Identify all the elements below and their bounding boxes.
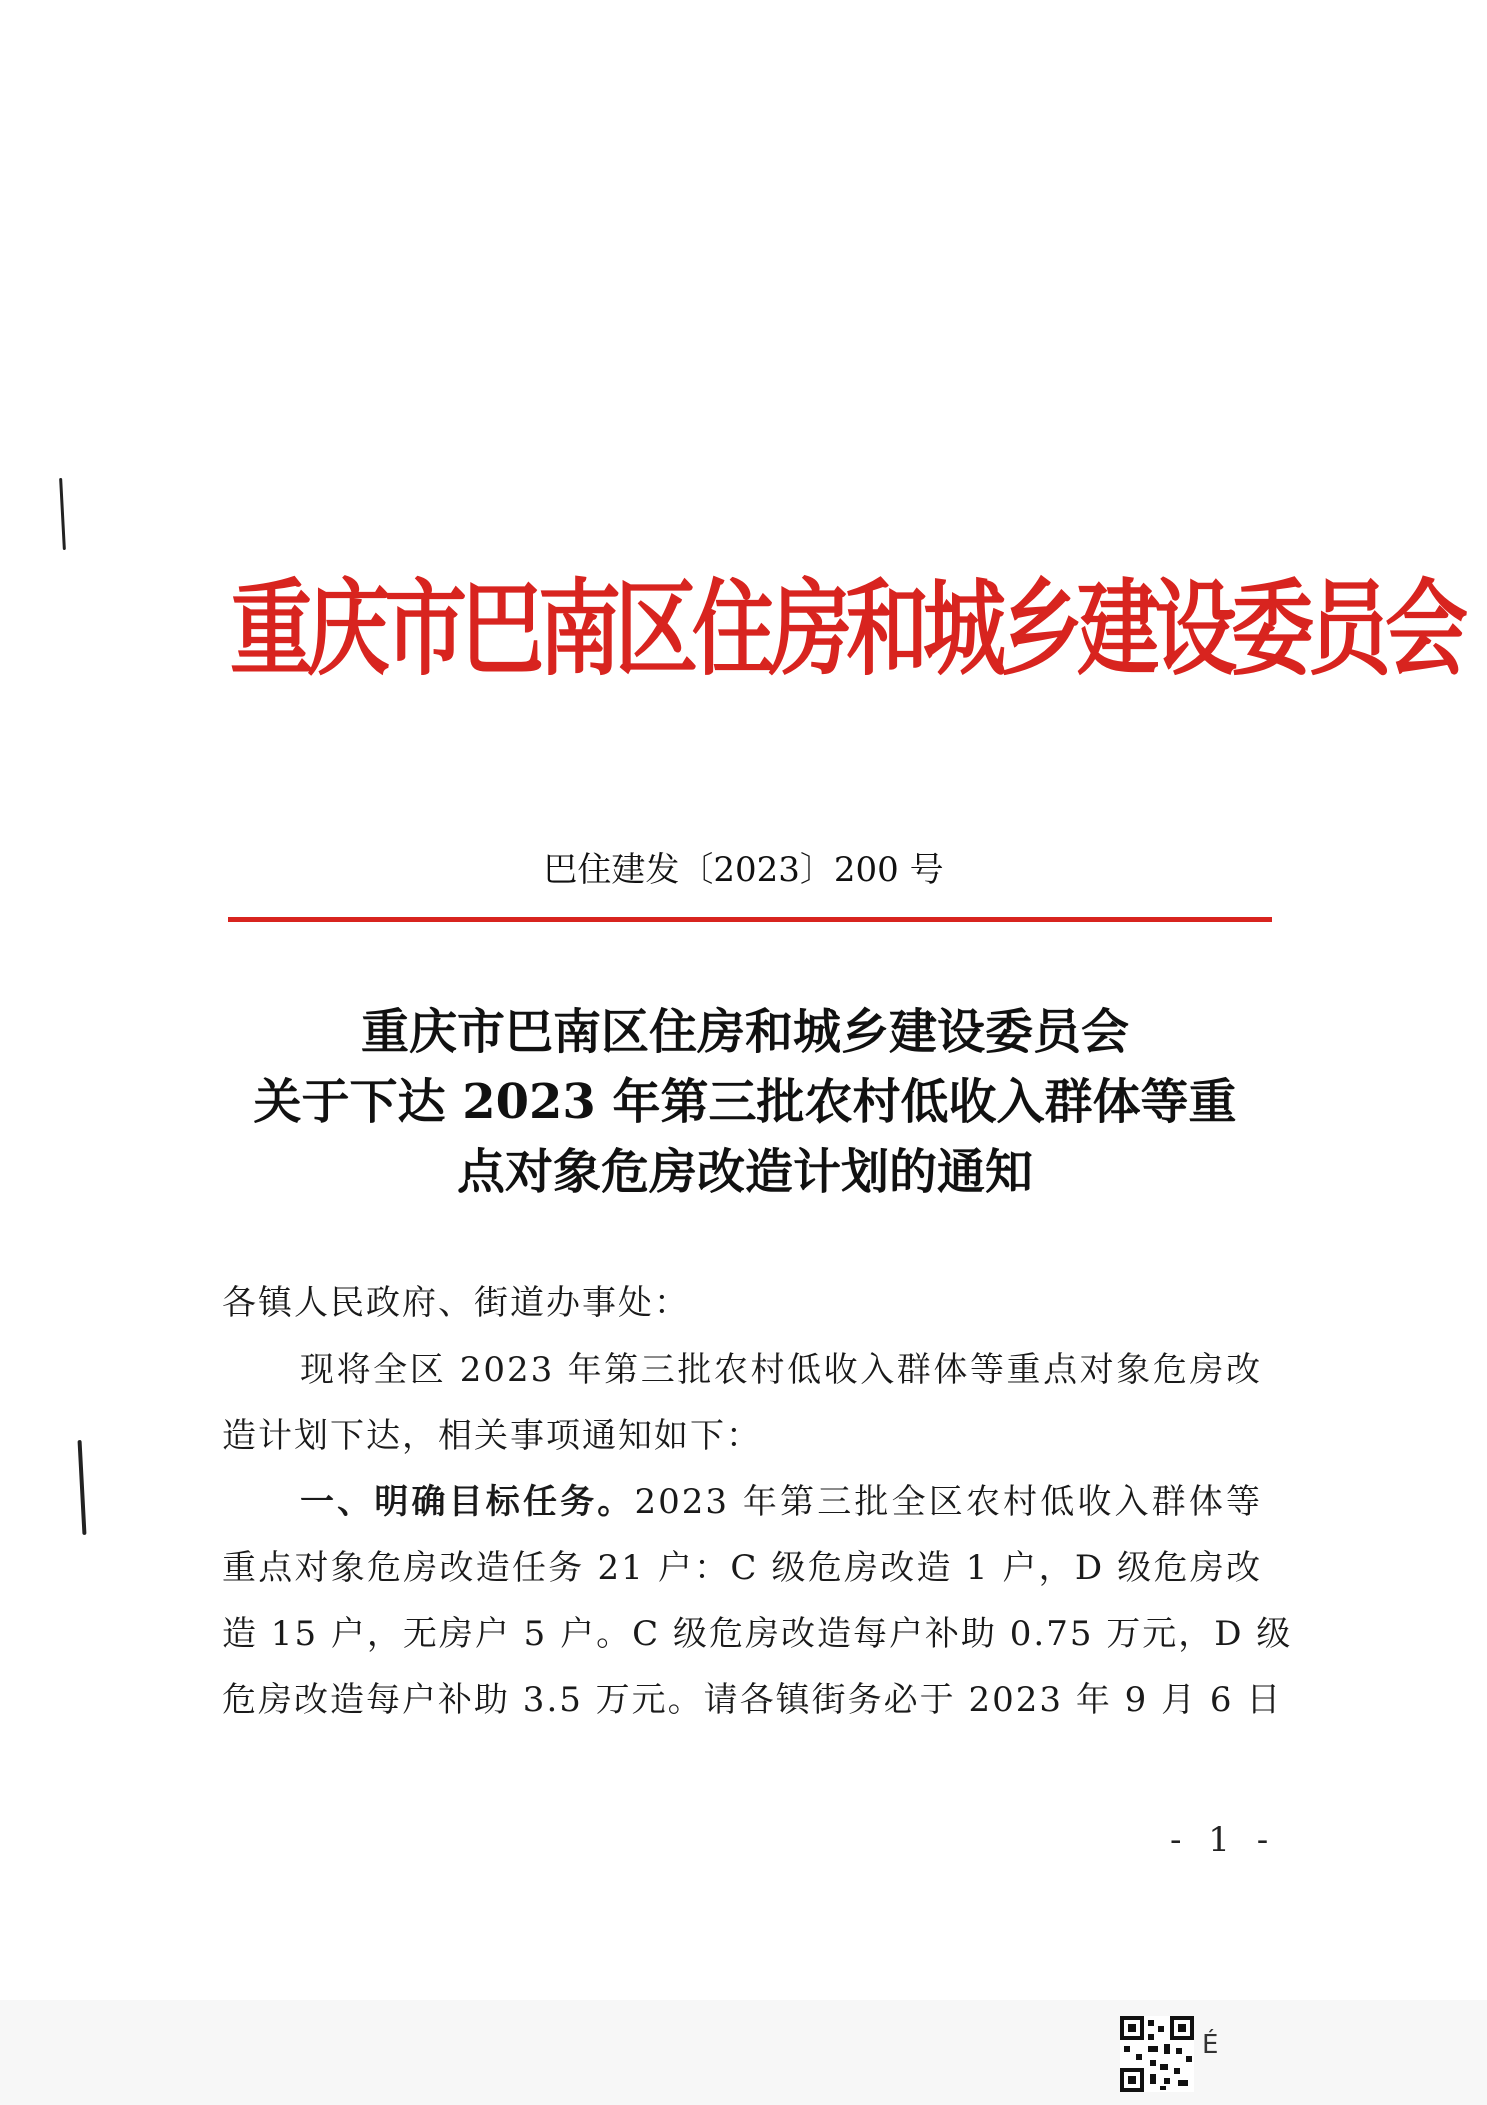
notice-title-line-2: 关于下达 2023 年第三批农村低收入群体等重 — [253, 1074, 1237, 1130]
paragraph-2-line-1-text: 2023 年第三批全区农村低收入群体等 — [634, 1482, 1262, 1522]
organization-title: 重庆市巴南区住房和城乡建设委员会 — [230, 567, 1462, 690]
salutation: 各镇人民政府、街道办事处： — [222, 1283, 690, 1323]
paragraph-2-line-2: 重点对象危房改造任务 21 户：C 级危房改造 1 户，D 级危房改 — [222, 1548, 1262, 1588]
paragraph-1-line-2: 造计划下达，相关事项通知如下： — [222, 1416, 762, 1456]
notice-title-line-3: 点对象危房改造计划的通知 — [456, 1144, 1033, 1200]
paragraph-2-line-4: 危房改造每户补助 3.5 万元。请各镇街务必于 2023 年 9 月 6 日 — [222, 1680, 1283, 1720]
red-divider-line — [228, 917, 1272, 922]
document-number: 巴住建发〔2023〕200 号 — [543, 850, 944, 890]
paragraph-2-line-3: 造 15 户，无房户 5 户。C 级危房改造每户补助 0.75 万元，D 级 — [222, 1614, 1293, 1654]
paragraph-1-line-1: 现将全区 2023 年第三批农村低收入群体等重点对象危房改 — [300, 1350, 1262, 1390]
scan-bottom-band — [0, 2000, 1487, 2105]
paragraph-2-line-1 — [300, 1474, 1262, 1523]
page-number: - 1 - — [1170, 1820, 1277, 1860]
qr-code-icon — [1120, 2016, 1194, 2092]
notice-title-line-1: 重庆市巴南区住房和城乡建设委员会 — [360, 1004, 1129, 1060]
section-heading: 一、明确目标任务。 — [300, 1482, 635, 1522]
trailing-mark: É — [1202, 2030, 1219, 2060]
